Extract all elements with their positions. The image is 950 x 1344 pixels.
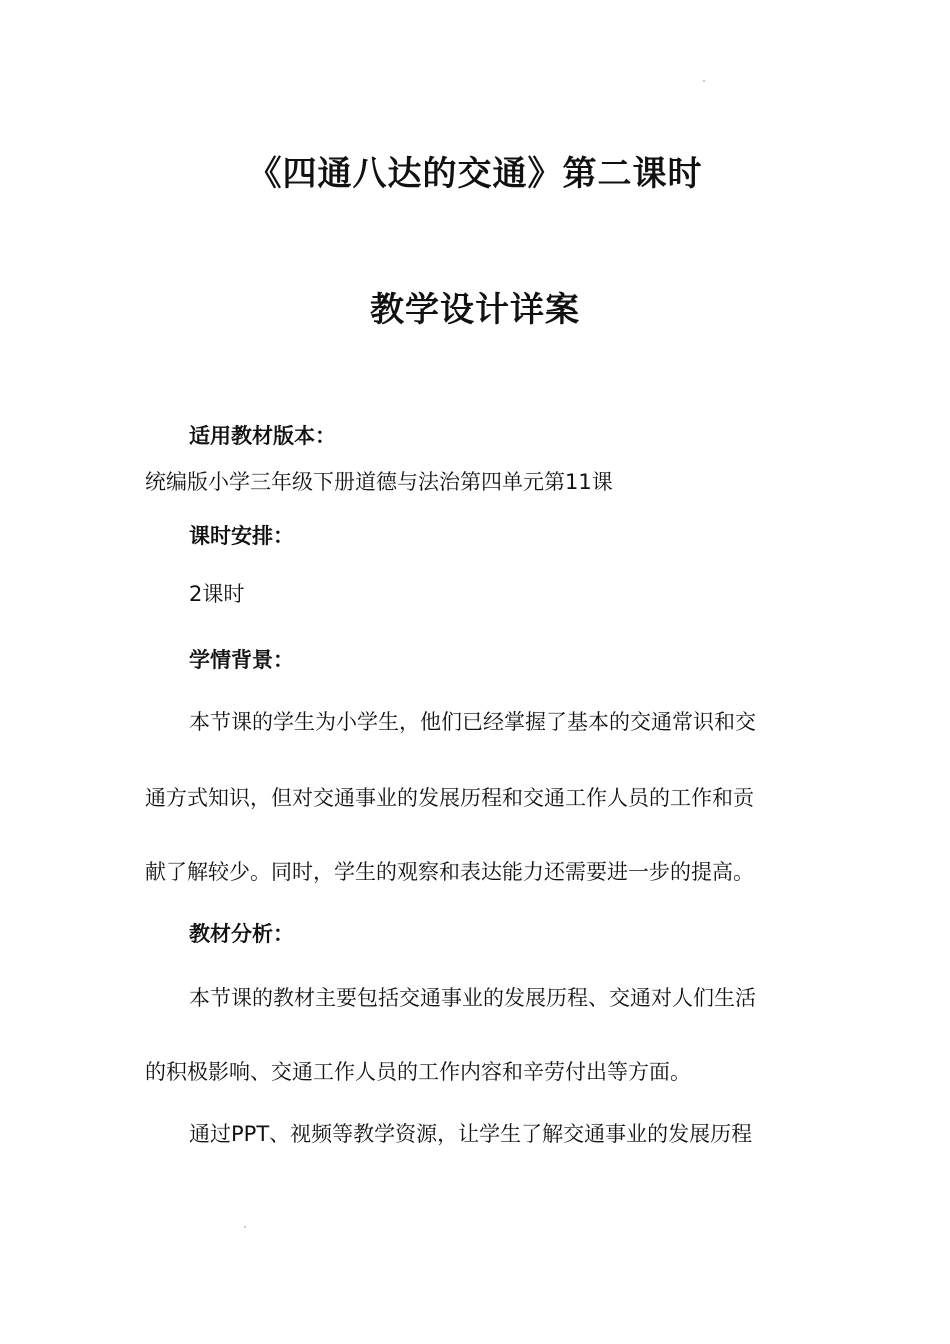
background-line-3: 献了解较少。同时，学生的观察和表达能力还需要进一步的提高。 xyxy=(145,860,754,884)
background-line-1: 本节课的学生为小学生，他们已经掌握了基本的交通常识和交 xyxy=(189,710,756,734)
page-mark-bottom xyxy=(244,1226,246,1228)
document-title-line2: 教学设计详案 xyxy=(370,290,580,330)
page-mark-top xyxy=(703,80,705,82)
schedule-text: 2课时 xyxy=(189,582,245,606)
edition-text: 统编版小学三年级下册道德与法治第四单元第11课 xyxy=(145,470,613,494)
analysis-line-2: 的积极影响、交通工作人员的工作内容和辛劳付出等方面。 xyxy=(145,1060,691,1084)
background-line-2: 通方式知识，但对交通事业的发展历程和交通工作人员的工作和贡 xyxy=(145,786,754,810)
schedule-heading: 课时安排： xyxy=(189,524,294,548)
background-heading: 学情背景： xyxy=(189,648,294,672)
analysis-line-1: 本节课的教材主要包括交通事业的发展历程、交通对人们生活 xyxy=(189,986,756,1010)
analysis-line-3: 通过PPT、视频等教学资源，让学生了解交通事业的发展历程 xyxy=(189,1122,753,1146)
edition-heading: 适用教材版本： xyxy=(189,424,336,448)
analysis-heading: 教材分析： xyxy=(189,922,294,946)
document-title-line1: 《四通八达的交通》第二课时 xyxy=(247,154,703,194)
